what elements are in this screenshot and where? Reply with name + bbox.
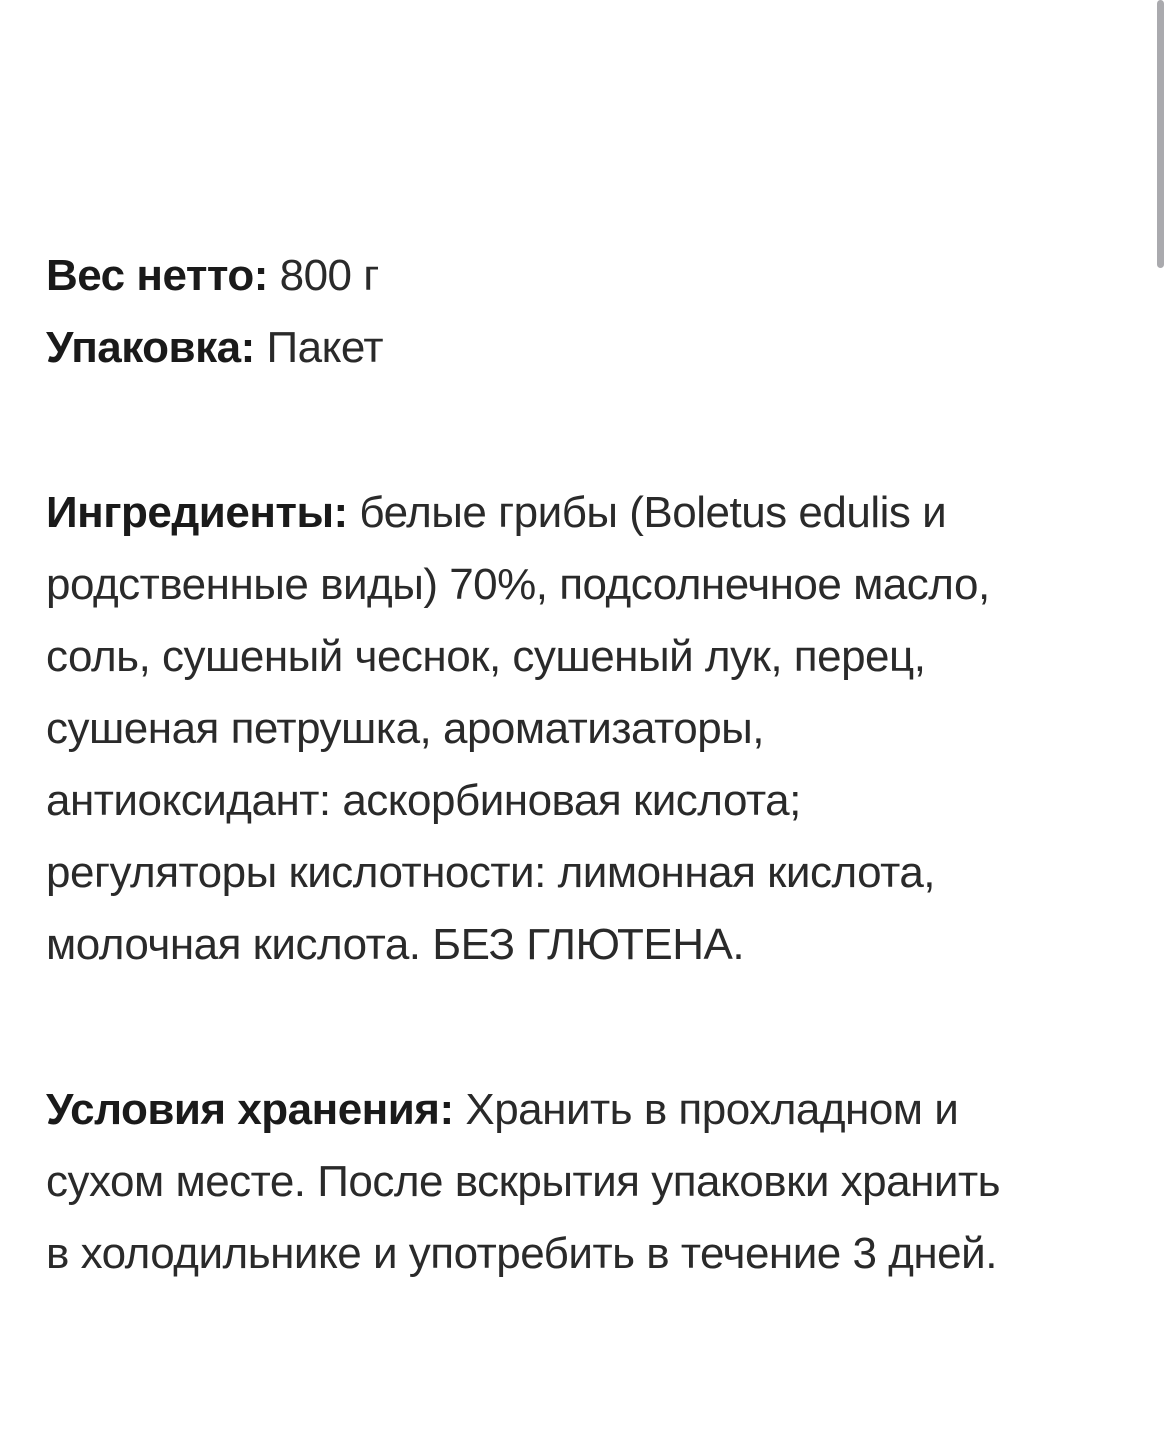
ingredients-section [46, 477, 1116, 981]
storage-line [46, 1074, 1116, 1146]
ingredients-line: молочная кислота. БЕЗ ГЛЮТЕНА. [46, 920, 745, 969]
ingredients-line: регуляторы кислотности: лимонная кислота, [46, 848, 936, 897]
storage-text: Хранить в прохладном и [453, 1085, 959, 1134]
ingredients-line: соль, сушеный чеснок, сушеный лук, перец, [46, 632, 926, 681]
ingredients-line [46, 477, 1116, 549]
net-weight-row [46, 240, 1116, 312]
storage-line: в холодильнике и употребить в течение 3 дней. [46, 1229, 997, 1278]
packaging-value: Пакет [254, 323, 383, 372]
storage-label: Условия хранения: [46, 1085, 454, 1134]
storage-line: сухом месте. После вскрытия упаковки хранить [46, 1157, 1001, 1206]
net-weight-value: 800 г [267, 251, 379, 300]
ingredients-line: родственные виды) 70%, подсолнечное масло, [46, 560, 990, 609]
ingredients-line: антиоксидант: аскорбиновая кислота; [46, 776, 801, 825]
net-weight-label: Вес нетто: [46, 251, 268, 300]
vertical-scrollbar[interactable] [1157, 0, 1164, 268]
packaging-label: Упаковка: [46, 323, 255, 372]
ingredients-line: сушеная петрушка, ароматизаторы, [46, 704, 765, 753]
storage-section [46, 1074, 1116, 1290]
product-details [46, 240, 1116, 1290]
ingredients-label: Ингредиенты: [46, 488, 348, 537]
packaging-row [46, 312, 1116, 384]
ingredients-text: белые грибы (Boletus edulis и [347, 488, 947, 537]
